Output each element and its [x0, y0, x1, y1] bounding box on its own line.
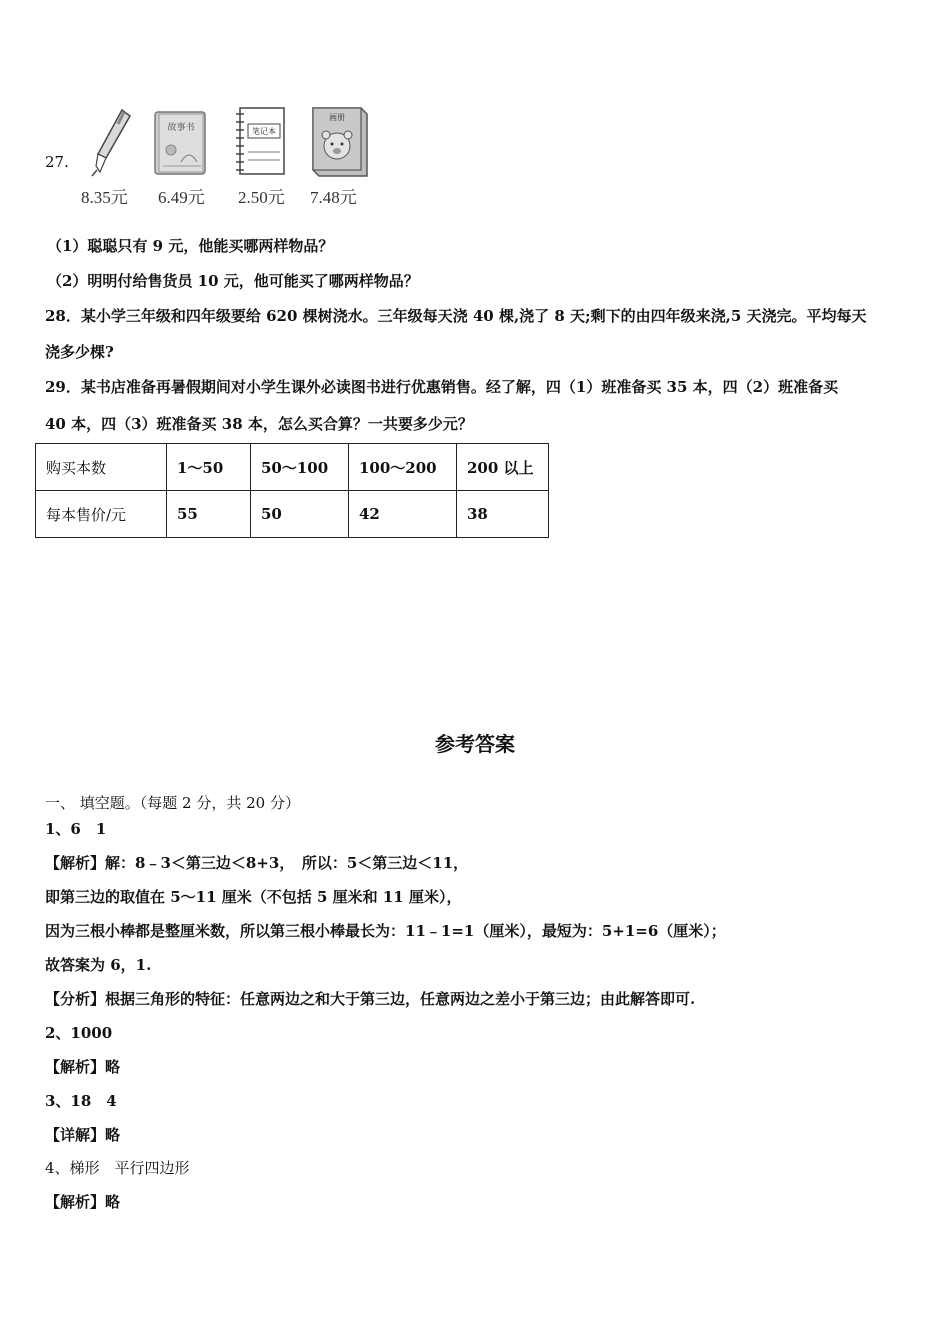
table-cell: 42	[349, 491, 457, 538]
question-28-line-2: 浇多少棵?	[45, 343, 114, 361]
picture-book-price: 7.48元	[310, 188, 357, 207]
answer-line: 【解析】略	[45, 1058, 121, 1076]
svg-text:笔记本: 笔记本	[252, 127, 276, 136]
svg-text:故事书: 故事书	[167, 123, 195, 133]
notebook-price: 2.50元	[238, 188, 285, 207]
price-table	[35, 443, 549, 538]
answer-line: 即第三边的取值在 5～11 厘米（不包括 5 厘米和 11 厘米），	[45, 888, 462, 906]
svg-text:画册: 画册	[329, 113, 345, 122]
answer-line: 【分析】根据三角形的特征：任意两边之和大于第三边，任意两边之差小于第三边；由此解答即可.	[45, 990, 696, 1008]
answer-line: 4、梯形 平行四边形	[45, 1159, 190, 1177]
table-cell: 1～50	[167, 444, 251, 491]
answer-line: 故答案为 6，1.	[45, 956, 152, 974]
table-cell: 50～100	[251, 444, 349, 491]
table-cell: 38	[457, 491, 549, 538]
answer-line: 【解析】略	[45, 1193, 121, 1211]
question-27-number: 27.	[45, 153, 69, 171]
answers-title: 参考答案	[435, 732, 515, 756]
storybook-price: 6.49元	[158, 188, 205, 207]
answer-line: 【解析】解：8﹣3＜第三边＜8+3， 所以：5＜第三边＜11，	[45, 854, 469, 872]
table-cell: 每本售价/元	[36, 491, 167, 538]
pen-icon	[88, 106, 134, 178]
answer-line: 【详解】略	[45, 1126, 121, 1144]
answer-line: 3、18 4	[45, 1092, 117, 1110]
question-29-line-2: 40 本，四（3）班准备买 38 本，怎么买合算？一共要多少元？	[45, 415, 473, 433]
question-29-line-1: 29．某书店准备再暑假期间对小学生课外必读图书进行优惠销售。经了解，四（1）班准备买 35 本，四（2）班准备买	[45, 378, 839, 396]
table-cell: 55	[167, 491, 251, 538]
question-27-part-1: （1）聪聪只有 9 元，他能买哪两样物品？	[47, 237, 334, 255]
question-27-part-2: （2）明明付给售货员 10 元，他可能买了哪两样物品？	[47, 272, 419, 290]
table-cell: 200 以上	[457, 444, 549, 491]
table-row	[36, 491, 549, 538]
table-cell: 50	[251, 491, 349, 538]
storybook-icon	[153, 108, 211, 178]
answers-section-heading: 一、 填空题。（每题 2 分，共 20 分）	[45, 794, 300, 812]
question-28-line-1: 28．某小学三年级和四年级要给 620 棵树浇水。三年级每天浇 40 棵,浇了 8 天;剩下的由四年级来浇,5 天浇完。平均每天	[45, 307, 867, 325]
answer-line: 因为三根小棒都是整厘米数，所以第三根小棒最长为：11﹣1=1（厘米），最短为：5+1=6（厘米）；	[45, 922, 726, 940]
table-cell: 100～200	[349, 444, 457, 491]
picture-book-icon	[305, 104, 369, 178]
answer-line: 2、1000	[45, 1024, 113, 1042]
notebook-icon	[234, 106, 288, 178]
answer-line: 1、6 1	[45, 820, 107, 838]
table-cell: 购买本数	[36, 444, 167, 491]
table-row	[36, 444, 549, 491]
pen-price: 8.35元	[81, 188, 128, 207]
